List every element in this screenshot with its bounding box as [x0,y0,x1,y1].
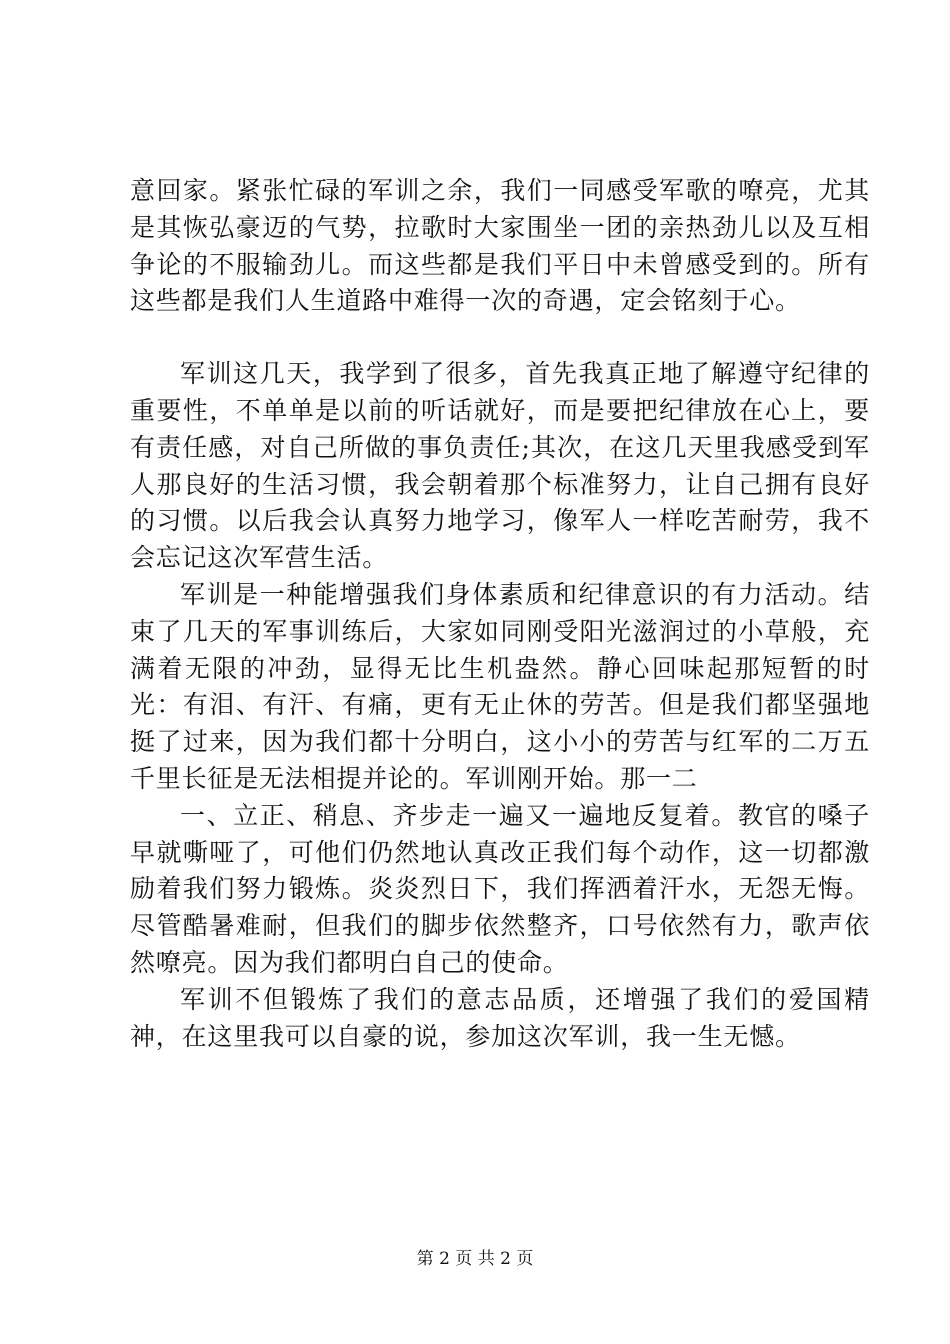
paragraph-2: 军训这几天，我学到了很多，首先我真正地了解遵守纪律的重要性，不单单是以前的听话就好，而是要把纪律放在心上，要有责任感，对自己所做的事负责任;其次，在这几天里我感受到军人那良好的生活习惯，我会朝着那个标准努力，让自己拥有良好的习惯。以后我会认真努力地学习，像军人一样吃苦耐劳，我不会忘记这次军营生活。 [130,359,870,573]
paragraph-1: 意回家。紧张忙碌的军训之余，我们一同感受军歌的嘹亮，尤其是其恢弘豪迈的气势，拉歌时大家围坐一团的亲热劲儿以及互相争论的不服输劲儿。而这些都是我们平日中未曾感受到的。所有这些都是我们人生道路中难得一次的奇遇，定会铭刻于心。 [130,176,870,316]
paragraph-3: 军训是一种能增强我们身体素质和纪律意识的有力活动。结束了几天的军事训练后，大家如同刚受阳光滋润过的小草般，充满着无限的冲劲，显得无比生机盎然。静心回味起那短暂的时光：有泪、有汗、有痛，更有无止休的劳苦。但是我们都坚强地挺了过来，因为我们都十分明白，这小小的劳苦与红军的二万五千里长征是无法相提并论的。军训刚开始。那一二 [130,579,870,793]
paragraph-spacer [130,320,870,356]
paragraph-4: 一、立正、稍息、齐步走一遍又一遍地反复着。教官的嗓子早就嘶哑了，可他们仍然地认真改正我们每个动作，这一切都激励着我们努力锻炼。炎炎烈日下，我们挥洒着汗水，无怨无悔。尽管酷暑难耐，但我们的脚步依然整齐，口号依然有力，歌声依然嘹亮。因为我们都明白自己的使命。 [130,800,870,977]
page-number-footer: 第 2 页 共 2 页 [416,1249,534,1269]
paragraph-5: 军训不但锻炼了我们的意志品质，还增强了我们的爱国精神，在这里我可以自豪的说，参加这次军训，我一生无憾。 [130,984,870,1051]
document-body [130,173,870,1055]
